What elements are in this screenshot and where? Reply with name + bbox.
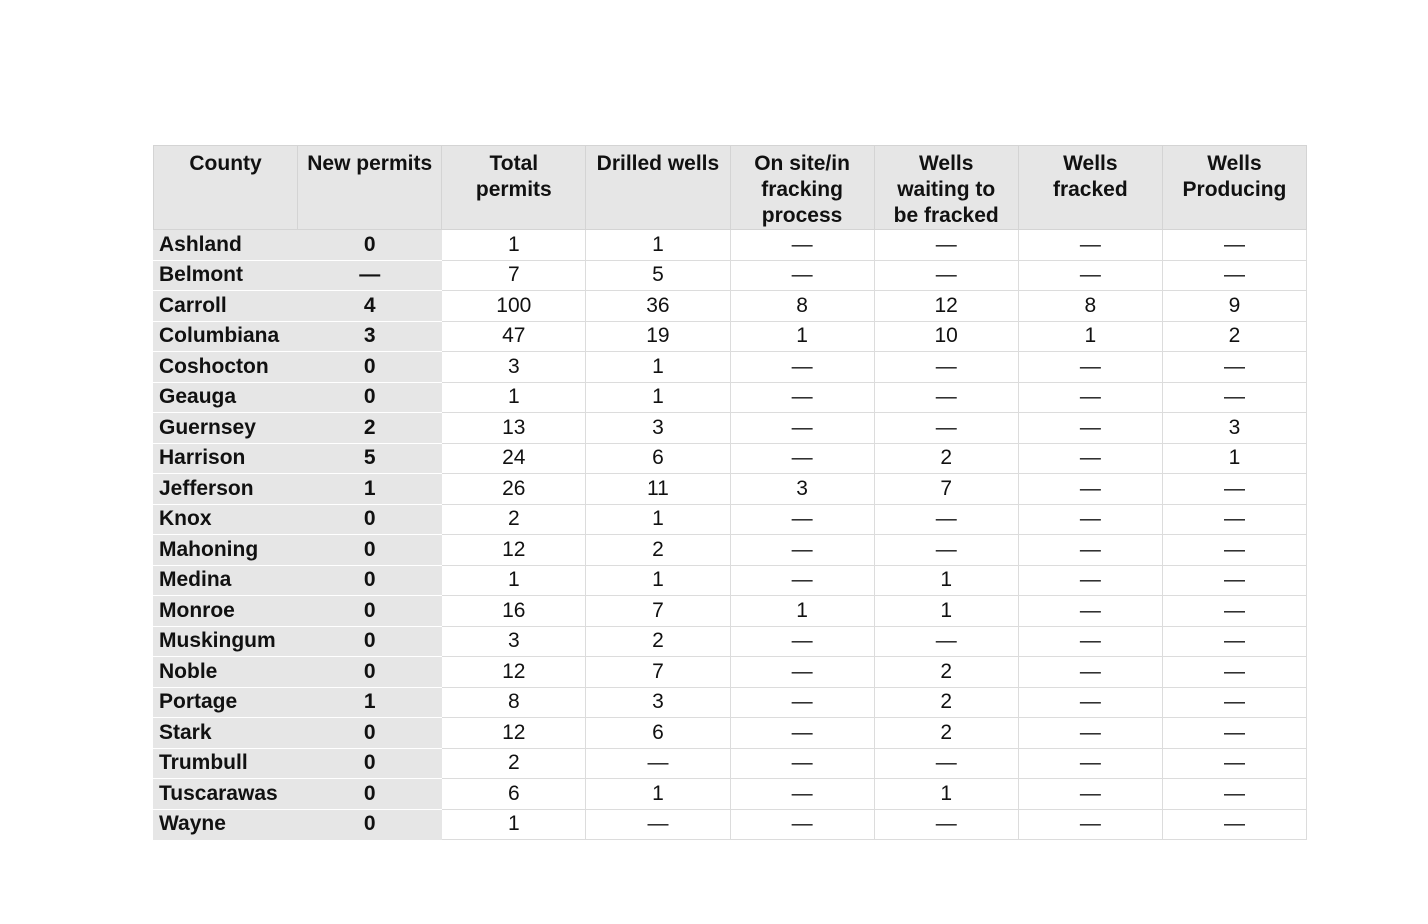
- county-cell: Stark: [154, 718, 298, 749]
- on-site-cell: —: [730, 352, 874, 383]
- drilled-wells-cell: 1: [586, 779, 730, 810]
- total-permits-cell: 1: [442, 230, 586, 261]
- fracked-cell: —: [1018, 657, 1162, 688]
- new-permits-cell: —: [298, 260, 442, 291]
- drilled-wells-cell: 19: [586, 321, 730, 352]
- on-site-cell: —: [730, 230, 874, 261]
- table-row: [154, 535, 1307, 566]
- producing-cell: 2: [1162, 321, 1306, 352]
- header-new-permits: New permits: [298, 146, 442, 230]
- waiting-cell: 10: [874, 321, 1018, 352]
- new-permits-cell: 0: [298, 565, 442, 596]
- table-row: [154, 565, 1307, 596]
- county-cell: Coshocton: [154, 352, 298, 383]
- new-permits-cell: 3: [298, 321, 442, 352]
- on-site-cell: 8: [730, 291, 874, 322]
- on-site-cell: —: [730, 504, 874, 535]
- new-permits-cell: 0: [298, 626, 442, 657]
- table-header: [154, 146, 1307, 230]
- producing-cell: —: [1162, 809, 1306, 840]
- waiting-cell: 1: [874, 596, 1018, 627]
- drilled-wells-cell: —: [586, 748, 730, 779]
- table-row: [154, 718, 1307, 749]
- total-permits-cell: 12: [442, 535, 586, 566]
- waiting-cell: 7: [874, 474, 1018, 505]
- total-permits-cell: 3: [442, 352, 586, 383]
- county-cell: Medina: [154, 565, 298, 596]
- county-cell: Harrison: [154, 443, 298, 474]
- total-permits-cell: 2: [442, 748, 586, 779]
- county-cell: Noble: [154, 657, 298, 688]
- table-row: [154, 779, 1307, 810]
- waiting-cell: —: [874, 382, 1018, 413]
- fracked-cell: 1: [1018, 321, 1162, 352]
- producing-cell: 9: [1162, 291, 1306, 322]
- header-total-permits: Total permits: [442, 146, 586, 230]
- producing-cell: —: [1162, 687, 1306, 718]
- waiting-cell: —: [874, 230, 1018, 261]
- table-row: [154, 748, 1307, 779]
- producing-cell: —: [1162, 657, 1306, 688]
- header-on-site-fracking: On site/in fracking process: [730, 146, 874, 230]
- on-site-cell: —: [730, 626, 874, 657]
- fracked-cell: —: [1018, 504, 1162, 535]
- drilled-wells-cell: 1: [586, 504, 730, 535]
- on-site-cell: —: [730, 718, 874, 749]
- total-permits-cell: 6: [442, 779, 586, 810]
- county-cell: Guernsey: [154, 413, 298, 444]
- drilled-wells-cell: 11: [586, 474, 730, 505]
- total-permits-cell: 100: [442, 291, 586, 322]
- on-site-cell: —: [730, 748, 874, 779]
- total-permits-cell: 1: [442, 809, 586, 840]
- on-site-cell: 3: [730, 474, 874, 505]
- table-row: [154, 596, 1307, 627]
- on-site-cell: —: [730, 535, 874, 566]
- county-cell: Mahoning: [154, 535, 298, 566]
- producing-cell: —: [1162, 352, 1306, 383]
- county-cell: Carroll: [154, 291, 298, 322]
- table-row: [154, 260, 1307, 291]
- waiting-cell: 2: [874, 687, 1018, 718]
- producing-cell: —: [1162, 382, 1306, 413]
- producing-cell: —: [1162, 260, 1306, 291]
- on-site-cell: 1: [730, 321, 874, 352]
- fracked-cell: —: [1018, 443, 1162, 474]
- table-row: [154, 474, 1307, 505]
- producing-cell: —: [1162, 596, 1306, 627]
- county-cell: Belmont: [154, 260, 298, 291]
- header-row: [154, 146, 1307, 230]
- table-row: [154, 657, 1307, 688]
- new-permits-cell: 4: [298, 291, 442, 322]
- table-row: [154, 504, 1307, 535]
- fracked-cell: —: [1018, 474, 1162, 505]
- table-row: [154, 443, 1307, 474]
- new-permits-cell: 1: [298, 474, 442, 505]
- table-row: [154, 230, 1307, 261]
- drilled-wells-cell: 2: [586, 535, 730, 566]
- fracked-cell: —: [1018, 565, 1162, 596]
- drilled-wells-cell: 1: [586, 352, 730, 383]
- waiting-cell: 12: [874, 291, 1018, 322]
- total-permits-cell: 2: [442, 504, 586, 535]
- county-cell: Ashland: [154, 230, 298, 261]
- producing-cell: —: [1162, 779, 1306, 810]
- on-site-cell: —: [730, 382, 874, 413]
- total-permits-cell: 1: [442, 565, 586, 596]
- on-site-cell: —: [730, 809, 874, 840]
- producing-cell: —: [1162, 718, 1306, 749]
- drilled-wells-cell: 6: [586, 443, 730, 474]
- on-site-cell: —: [730, 687, 874, 718]
- drilled-wells-cell: 7: [586, 657, 730, 688]
- fracked-cell: 8: [1018, 291, 1162, 322]
- new-permits-cell: 0: [298, 352, 442, 383]
- producing-cell: 3: [1162, 413, 1306, 444]
- on-site-cell: —: [730, 657, 874, 688]
- fracked-cell: —: [1018, 413, 1162, 444]
- fracked-cell: —: [1018, 779, 1162, 810]
- drilled-wells-cell: 3: [586, 687, 730, 718]
- table-row: [154, 626, 1307, 657]
- county-cell: Wayne: [154, 809, 298, 840]
- on-site-cell: —: [730, 443, 874, 474]
- waiting-cell: —: [874, 535, 1018, 566]
- new-permits-cell: 0: [298, 504, 442, 535]
- on-site-cell: —: [730, 413, 874, 444]
- drilled-wells-cell: 7: [586, 596, 730, 627]
- drilled-wells-cell: 36: [586, 291, 730, 322]
- county-cell: Columbiana: [154, 321, 298, 352]
- fracked-cell: —: [1018, 809, 1162, 840]
- county-cell: Geauga: [154, 382, 298, 413]
- fracked-cell: —: [1018, 260, 1162, 291]
- fracked-cell: —: [1018, 382, 1162, 413]
- new-permits-cell: 0: [298, 718, 442, 749]
- on-site-cell: —: [730, 260, 874, 291]
- total-permits-cell: 3: [442, 626, 586, 657]
- fracked-cell: —: [1018, 626, 1162, 657]
- producing-cell: —: [1162, 230, 1306, 261]
- county-cell: Jefferson: [154, 474, 298, 505]
- table-row: [154, 382, 1307, 413]
- total-permits-cell: 16: [442, 596, 586, 627]
- table-row: [154, 352, 1307, 383]
- table-row: [154, 809, 1307, 840]
- header-wells-fracked: Wells fracked: [1018, 146, 1162, 230]
- producing-cell: 1: [1162, 443, 1306, 474]
- fracked-cell: —: [1018, 230, 1162, 261]
- waiting-cell: —: [874, 809, 1018, 840]
- drilled-wells-cell: 1: [586, 382, 730, 413]
- county-cell: Trumbull: [154, 748, 298, 779]
- producing-cell: —: [1162, 565, 1306, 596]
- on-site-cell: —: [730, 565, 874, 596]
- total-permits-cell: 13: [442, 413, 586, 444]
- drilled-wells-cell: —: [586, 809, 730, 840]
- total-permits-cell: 47: [442, 321, 586, 352]
- drilled-wells-cell: 1: [586, 230, 730, 261]
- new-permits-cell: 2: [298, 413, 442, 444]
- waiting-cell: 1: [874, 779, 1018, 810]
- total-permits-cell: 12: [442, 657, 586, 688]
- county-cell: Portage: [154, 687, 298, 718]
- new-permits-cell: 0: [298, 596, 442, 627]
- waiting-cell: 2: [874, 657, 1018, 688]
- table-row: [154, 687, 1307, 718]
- producing-cell: —: [1162, 504, 1306, 535]
- table-row: [154, 413, 1307, 444]
- waiting-cell: —: [874, 748, 1018, 779]
- header-drilled-wells: Drilled wells: [586, 146, 730, 230]
- waiting-cell: —: [874, 352, 1018, 383]
- fracked-cell: —: [1018, 596, 1162, 627]
- county-cell: Muskingum: [154, 626, 298, 657]
- drilled-wells-cell: 6: [586, 718, 730, 749]
- county-cell: Knox: [154, 504, 298, 535]
- drilled-wells-cell: 3: [586, 413, 730, 444]
- new-permits-cell: 0: [298, 657, 442, 688]
- county-cell: Monroe: [154, 596, 298, 627]
- waiting-cell: —: [874, 260, 1018, 291]
- waiting-cell: —: [874, 504, 1018, 535]
- county-wells-table: [153, 145, 1307, 840]
- producing-cell: —: [1162, 748, 1306, 779]
- total-permits-cell: 24: [442, 443, 586, 474]
- header-wells-producing: Wells Producing: [1162, 146, 1306, 230]
- new-permits-cell: 0: [298, 230, 442, 261]
- total-permits-cell: 26: [442, 474, 586, 505]
- fracked-cell: —: [1018, 718, 1162, 749]
- drilled-wells-cell: 1: [586, 565, 730, 596]
- total-permits-cell: 1: [442, 382, 586, 413]
- header-county: County: [154, 146, 298, 230]
- table-row: [154, 321, 1307, 352]
- waiting-cell: —: [874, 413, 1018, 444]
- producing-cell: —: [1162, 626, 1306, 657]
- producing-cell: —: [1162, 474, 1306, 505]
- table-body: [154, 230, 1307, 840]
- fracked-cell: —: [1018, 748, 1162, 779]
- header-wells-waiting: Wells waiting to be fracked: [874, 146, 1018, 230]
- new-permits-cell: 0: [298, 779, 442, 810]
- waiting-cell: 1: [874, 565, 1018, 596]
- fracked-cell: —: [1018, 687, 1162, 718]
- new-permits-cell: 1: [298, 687, 442, 718]
- total-permits-cell: 8: [442, 687, 586, 718]
- fracked-cell: —: [1018, 352, 1162, 383]
- new-permits-cell: 5: [298, 443, 442, 474]
- new-permits-cell: 0: [298, 748, 442, 779]
- waiting-cell: 2: [874, 718, 1018, 749]
- total-permits-cell: 7: [442, 260, 586, 291]
- waiting-cell: 2: [874, 443, 1018, 474]
- producing-cell: —: [1162, 535, 1306, 566]
- new-permits-cell: 0: [298, 535, 442, 566]
- county-cell: Tuscarawas: [154, 779, 298, 810]
- total-permits-cell: 12: [442, 718, 586, 749]
- new-permits-cell: 0: [298, 809, 442, 840]
- waiting-cell: —: [874, 626, 1018, 657]
- table-row: [154, 291, 1307, 322]
- new-permits-cell: 0: [298, 382, 442, 413]
- on-site-cell: —: [730, 779, 874, 810]
- on-site-cell: 1: [730, 596, 874, 627]
- drilled-wells-cell: 5: [586, 260, 730, 291]
- fracked-cell: —: [1018, 535, 1162, 566]
- drilled-wells-cell: 2: [586, 626, 730, 657]
